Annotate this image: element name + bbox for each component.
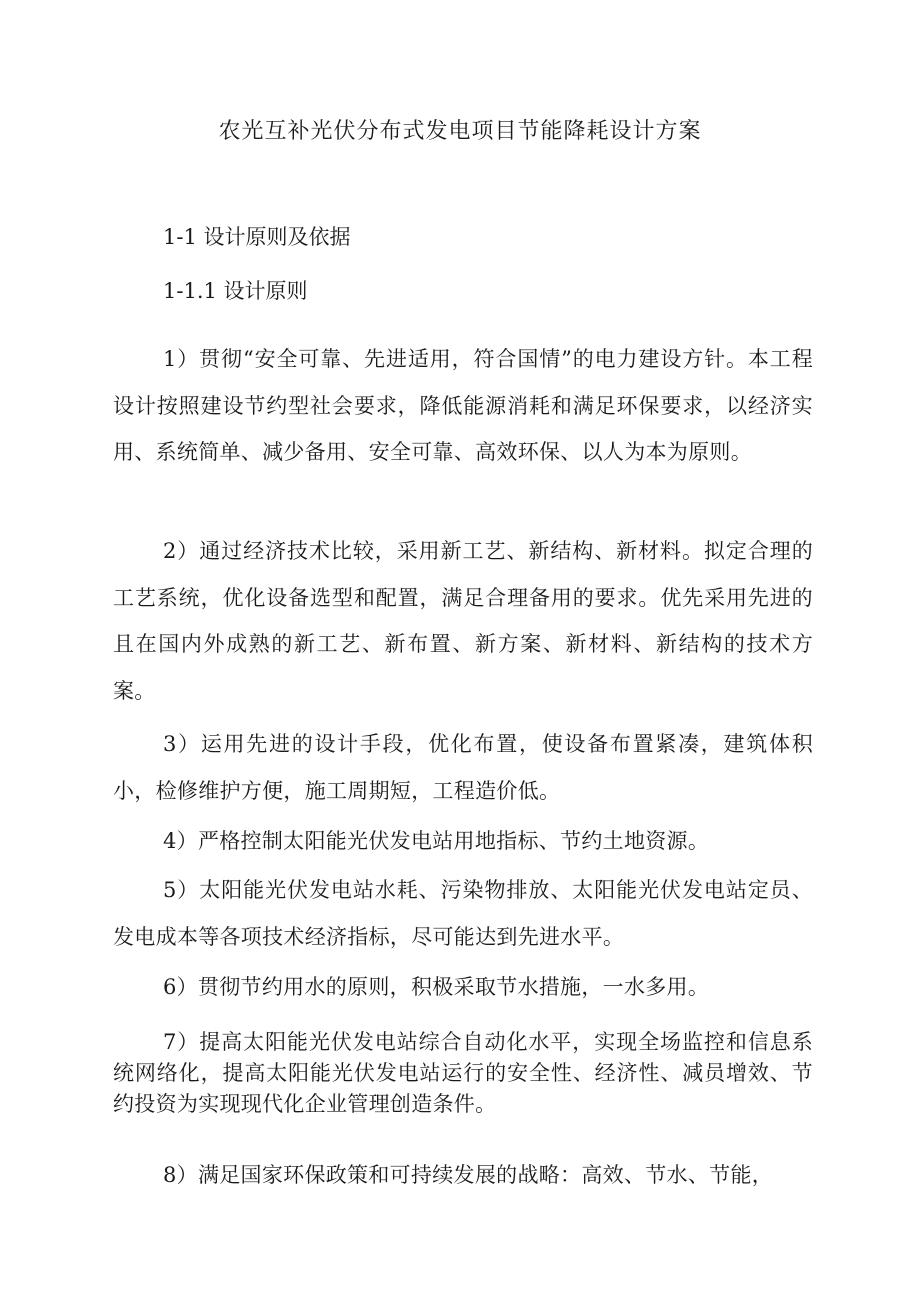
subsection-heading: 1-1.1 设计原则 xyxy=(163,279,308,303)
paragraph-8: 8）满足国家环保政策和可持续发展的战略：高效、节水、节能， xyxy=(163,1163,774,1187)
paragraph-1: 1）贯彻“安全可靠、先进适用，符合国情”的电力建设方针。本工程设计按照建设节约型社会要求，降低能源消耗和满足环保要求，以经济实用、系统简单、减少备用、安全可靠、高效环保、以人为本为原则。 xyxy=(113,347,813,464)
paragraph-4: 4）严格控制太阳能光伏发电站用地指标、节约土地资源。 xyxy=(163,829,710,853)
paragraph-3: 3）运用先进的设计手段，优化布置，使设备布置紧凑，建筑体积小，检修维护方便，施工周期短，工程造价低。 xyxy=(113,732,813,803)
document-title: 农光互补光伏分布式发电项目节能降耗设计方案 xyxy=(218,119,702,144)
paragraph-2: 2）通过经济技术比较，采用新工艺、新结构、新材料。拟定合理的工艺系统，优化设备选型和配置，满足合理备用的要求。优先采用先进的且在国内外成熟的新工艺、新布置、新方案、新材料、新结构的技术方案。 xyxy=(113,539,813,703)
section-heading: 1-1 设计原则及依据 xyxy=(163,225,351,249)
paragraph-6: 6）贯彻节约用水的原则，积极采取节水措施，一水多用。 xyxy=(163,975,710,999)
paragraph-5: 5）太阳能光伏发电站水耗、污染物排放、太阳能光伏发电站定员、发电成本等各项技术经济指标，尽可能达到先进水平。 xyxy=(113,878,813,949)
paragraph-7: 7）提高太阳能光伏发电站综合自动化水平，实现全场监控和信息系统网络化，提高太阳能光伏发电站运行的安全性、经济性、减员增效、节约投资为实现现代化企业管理创造条件。 xyxy=(113,1030,813,1116)
